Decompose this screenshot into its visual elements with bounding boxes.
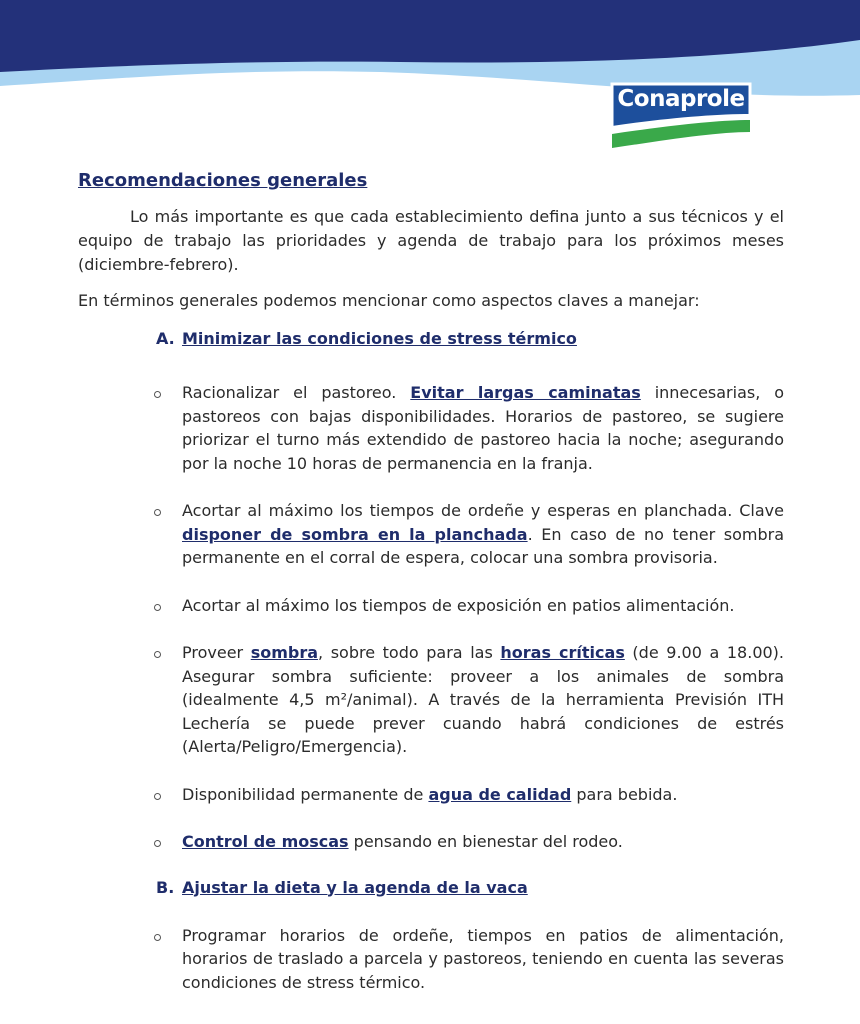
- bullet-text: . En caso de no tener sombra permanente en el corral de espera, colocar una sombra provisoria.: [182, 524, 785, 567]
- bullet-text: (de 9.00 a 18.00). Asegurar sombra suficiente: proveer a los animales de sombra (idealmente 4,5 m²/animal). A través de la herramienta Previsión ITH Lechería se puede prever cuando habrá condiciones de estrés (Alerta/Peligro/Emergencia).: [182, 643, 785, 756]
- bullet-circle-icon: [154, 391, 161, 398]
- bullet-emphasis: Evitar largas caminatas: [410, 383, 641, 402]
- bullet-text: Acortar al máximo los tiempos de ordeñe y esperas en planchada. Clave: [182, 501, 784, 520]
- bullet-emphasis: disponer de sombra en la planchada: [182, 524, 528, 544]
- section-a-title: [156, 327, 784, 351]
- bullet-text: Racionalizar el pastoreo.: [182, 383, 411, 402]
- bullet-text: Disponibilidad permanente de: [182, 784, 429, 804]
- bullet-emphasis: sombra: [250, 643, 319, 662]
- bullet-text: pensando en bienestar del rodeo.: [348, 832, 623, 851]
- bullet-text: Programar horarios de ordeñe, tiempos en patios de alimentación, horarios de traslado a parcela y pastoreos, teniendo en cuenta las severas condiciones de stress térmico.: [182, 925, 784, 992]
- bullet-patios: [182, 594, 784, 618]
- section-b-letter: B.: [156, 877, 175, 897]
- bullet-moscas: [182, 830, 784, 854]
- bullet-emphasis: agua de calidad: [428, 784, 572, 804]
- bullet-circle-icon: [154, 509, 161, 516]
- section-a-text: Minimizar las condiciones de stress térmico: [182, 329, 577, 348]
- bullet-circle-icon: [154, 840, 161, 847]
- bullet-horarios: [182, 924, 784, 995]
- section-a-letter: A.: [156, 329, 175, 348]
- section-b-text: Ajustar la dieta y la agenda de la vaca: [182, 877, 528, 897]
- intro-paragraph: Lo más importante es que cada establecimiento defina junto a sus técnicos y el equipo de trabajo las prioridades y agenda de trabajo para los próximos meses (diciembre-febrero).: [78, 207, 784, 274]
- bullet-text: para bebida.: [571, 784, 678, 804]
- bullet-emphasis: horas críticas: [500, 643, 625, 662]
- bullet-circle-icon: [154, 793, 161, 800]
- section-b-title: [156, 876, 784, 900]
- bullet-text: innecesarias, o pastoreos con bajas disponibilidades. Horarios de pastoreo, se sugiere priorizar el turno más extendido de pastoreo hacia la noche; asegurando por la noche 10 horas de permanencia en la franja.: [182, 383, 785, 473]
- bullet-circle-icon: [154, 651, 161, 658]
- bullet-text: , sobre todo para las: [318, 643, 501, 662]
- bullet-emphasis: Control de moscas: [182, 832, 349, 851]
- bullet-circle-icon: [154, 604, 161, 611]
- bullet-sombra: [182, 641, 784, 759]
- lead-paragraph: En términos generales podemos mencionar como aspectos claves a manejar:: [78, 291, 700, 310]
- logo-text: Conaprole: [617, 86, 745, 112]
- bullet-text: Acortar al máximo los tiempos de exposición en patios alimentación.: [182, 595, 735, 615]
- bullet-pastoreo: [182, 381, 784, 475]
- bullet-ordene: [182, 499, 784, 570]
- bullet-agua: [182, 783, 784, 807]
- page-heading: Recomendaciones generales: [78, 170, 368, 191]
- document-body: [78, 170, 784, 994]
- bullet-circle-icon: [154, 934, 161, 941]
- bullet-text: Proveer: [182, 643, 251, 662]
